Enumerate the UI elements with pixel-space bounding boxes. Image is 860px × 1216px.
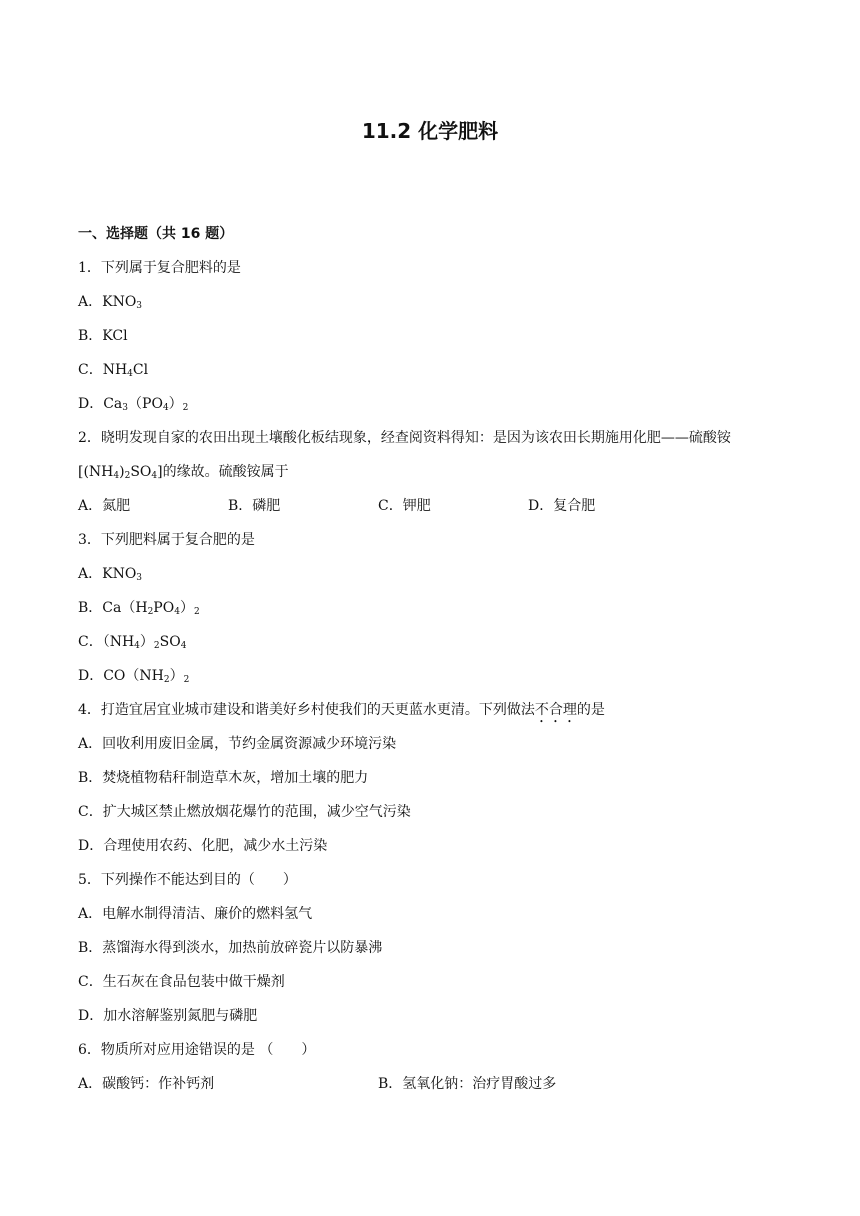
question-4-stem: 4．打造宜居宜业城市建设和谐美好乡村使我们的天更蓝水更清。下列做法不合理的是 (78, 702, 605, 718)
question-3-option-a: A．$KNO_3$ (78, 566, 143, 583)
question-2-option-b: B．磷肥 (228, 498, 281, 514)
question-2-stem: 2．晓明发现自家的农田出现土壤酸化板结现象，经查阅资料得知：是因为该农田长期施用化肥——硫酸铵 (78, 430, 731, 446)
question-6-option-b: B．氢氧化钠：治疗胃酸过多 (378, 1076, 557, 1092)
question-2-option-c: C．钾肥 (378, 498, 431, 514)
question-3-stem: 3．下列肥料属于复合肥的是 (78, 532, 255, 548)
question-2-option-a: A．氮肥 (78, 498, 131, 514)
question-1-stem: 1．下列属于复合肥料的是 (78, 260, 241, 276)
question-5-option-d: D．加水溶解鉴别氮肥与磷肥 (78, 1008, 258, 1024)
question-2-stem-cont: $[(NH_4)_2SO_4]$的缘故。硫酸铵属于 (78, 464, 289, 481)
question-3-option-d: D．$CO(NH_2)_2$ (78, 668, 190, 685)
question-2-option-d: D．复合肥 (528, 498, 596, 514)
question-1-option-a: A．$KNO_3$ (78, 294, 143, 311)
page-title: 11.2 化学肥料 (361, 119, 499, 143)
question-4-option-a: A．回收利用废旧金属，节约金属资源减少环境污染 (78, 736, 397, 752)
question-4-option-c: C．扩大城区禁止燃放烟花爆竹的范围，减少空气污染 (78, 804, 411, 820)
question-5-option-c: C．生石灰在食品包装中做干燥剂 (78, 974, 285, 990)
section-heading: 一、选择题（共 16 题） (78, 226, 234, 242)
question-6-option-a: A．碳酸钙：作补钙剂 (78, 1076, 215, 1092)
question-6-stem: 6．物质所对应用途错误的是 （ ） (78, 1042, 316, 1058)
question-2-options (78, 494, 788, 518)
emphasis-text: 不合理 (534, 702, 577, 718)
question-1-option-c: C．$NH_4Cl$ (78, 362, 149, 379)
question-1-option-d: D．$Ca_3(PO_4)_2$ (78, 396, 189, 413)
question-4-option-b: B．焚烧植物秸秆制造草木灰，增加土壤的肥力 (78, 770, 369, 786)
question-5-option-b: B．蒸馏海水得到淡水，加热前放碎瓷片以防暴沸 (78, 940, 383, 956)
question-6-options (78, 1072, 788, 1096)
question-1-option-b: B．KCl (78, 328, 128, 344)
question-4-option-d: D．合理使用农药、化肥，减少水土污染 (78, 838, 328, 854)
question-5-stem: 5．下列操作不能达到目的（ ） (78, 872, 297, 888)
question-3-option-b: B．$Ca(H_2PO_4)_2$ (78, 600, 200, 617)
question-3-option-c: C．$(NH_4)_2SO_4$ (78, 634, 187, 651)
question-list (78, 222, 788, 1106)
question-5-option-a: A．电解水制得清洁、廉价的燃料氢气 (78, 906, 313, 922)
